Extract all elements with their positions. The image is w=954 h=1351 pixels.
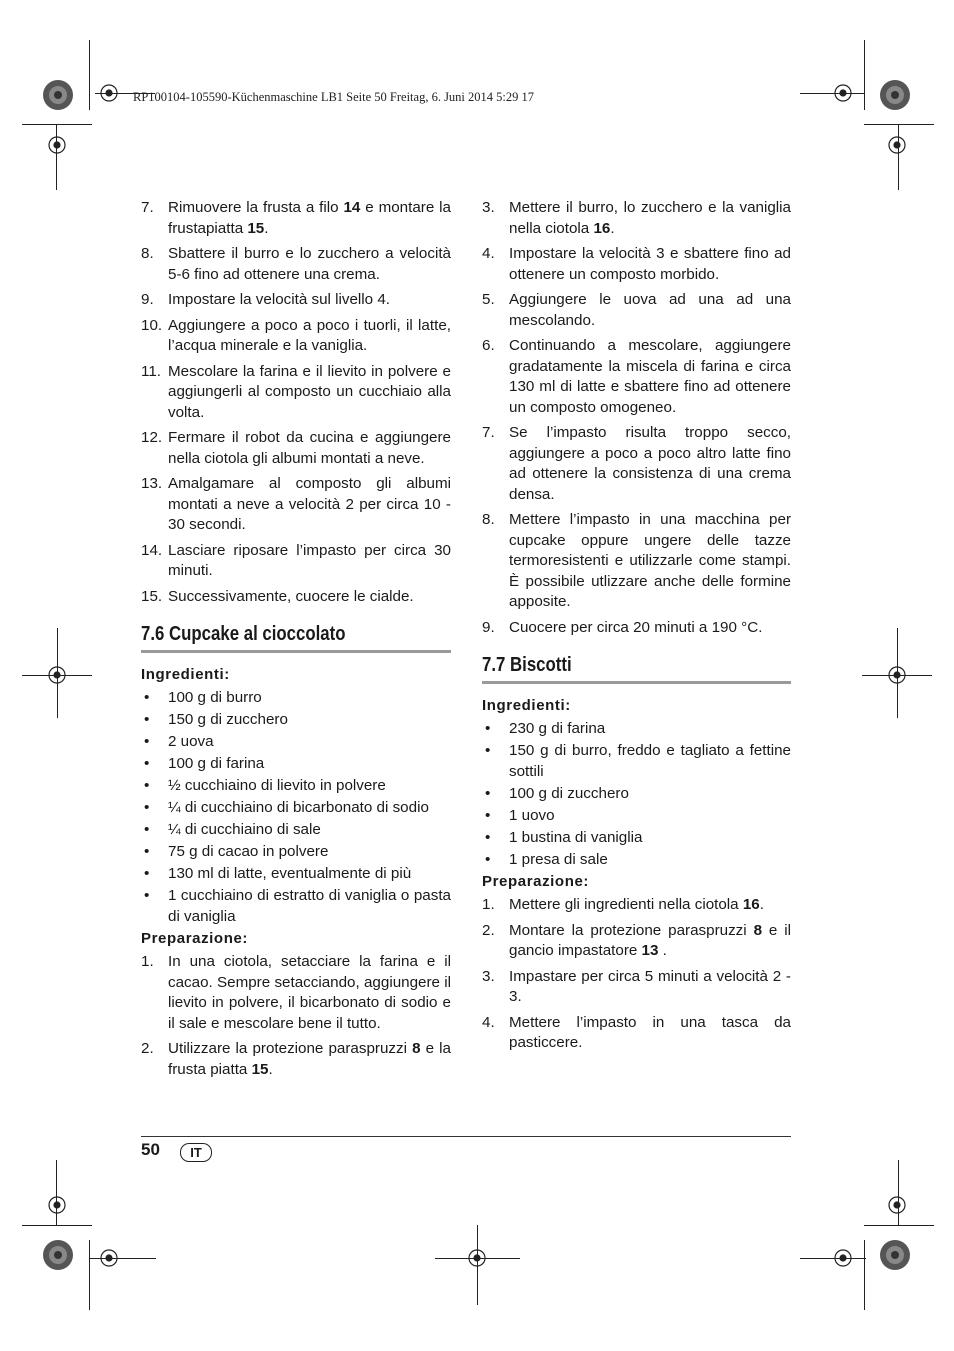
part-reference-number: 16 <box>593 219 611 237</box>
ingredient-text: 1 cucchiaino di estratto di vaniglia o pasta di vaniglia <box>168 887 451 925</box>
step-text-fragment: Mescolare la farina e il lievito in polvere e aggiungerli al composto un cucchiaio alla volta. <box>168 362 451 421</box>
step-number: 2. <box>141 1040 154 1057</box>
bullet-icon: • <box>485 806 491 824</box>
step-item <box>141 541 451 582</box>
language-badge: IT <box>180 1143 212 1162</box>
ingredient-text: 1 uovo <box>509 806 555 824</box>
step-item <box>482 423 791 505</box>
page-number: 50 <box>141 1140 160 1159</box>
ingredient-text: ¼ di cucchiaino di bicarbonato di sodio <box>168 799 429 816</box>
step-number: 6. <box>482 337 495 354</box>
step-text-fragment: . <box>658 942 667 959</box>
step-text-fragment: Rimuovere la frusta a filo <box>168 199 344 216</box>
step-text-fragment: e il gancio impastatore <box>509 921 792 959</box>
step-text <box>509 244 791 285</box>
bullet-icon: • <box>144 777 150 794</box>
section-title-cupcake: 7.6 Cupcake al cioccolato <box>141 623 346 645</box>
ingredient-text: 100 g di burro <box>168 689 262 706</box>
step-text <box>168 362 451 424</box>
step-text-fragment: Mettere il burro, lo zucchero e la vaniglia nella ciotola <box>509 199 791 237</box>
step-item <box>141 290 451 311</box>
step-text <box>168 587 451 608</box>
step-text <box>168 244 451 285</box>
part-reference-number: 8 <box>412 1040 421 1057</box>
section-heading-biscotti <box>482 654 791 684</box>
ingredient-item <box>141 798 451 819</box>
step-text <box>168 952 451 1034</box>
step-item <box>141 362 451 424</box>
step-number: 12. <box>141 429 163 446</box>
ingredient-item <box>141 842 451 863</box>
step-text <box>509 618 791 639</box>
step-text <box>509 1013 791 1054</box>
step-item <box>482 921 791 962</box>
step-item <box>141 474 451 536</box>
step-item <box>482 895 791 916</box>
part-reference-number: 15 <box>247 219 265 237</box>
ingredient-text: 2 uova <box>168 733 214 750</box>
bullet-icon: • <box>144 799 150 816</box>
step-text-fragment: Montare la protezione paraspruzzi <box>509 921 754 939</box>
step-text <box>168 541 451 582</box>
biscotti-steps <box>482 895 791 1054</box>
ingredient-text: 75 g di cacao in polvere <box>168 843 329 860</box>
step-number: 5. <box>482 291 495 308</box>
step-number: 2. <box>482 921 495 939</box>
ingredient-item <box>482 784 791 805</box>
ingredient-item <box>141 776 451 797</box>
step-text-fragment: Amalgamare al composto gli albumi montati a neve a velocità 2 per circa 10 - 30 secondi. <box>168 475 451 533</box>
ingredient-item <box>141 754 451 775</box>
ingredient-text: 150 g di burro, freddo e tagliato a fettine sottili <box>509 742 791 780</box>
step-text-fragment: Se l’impasto risulta troppo secco, aggiungere a poco a poco altro latte fino ad ottenere la consistenza di una crema densa. <box>509 424 791 503</box>
ingredient-text: 230 g di farina <box>509 720 606 737</box>
ingredient-item <box>482 719 791 740</box>
ingredient-item <box>482 741 791 782</box>
bullet-icon: • <box>144 843 150 860</box>
step-item <box>141 1039 451 1080</box>
step-item <box>482 510 791 613</box>
part-reference-number: 15 <box>251 1060 269 1078</box>
cupcake-prep-label: Preparazione: <box>141 930 248 947</box>
ingredient-text: ½ cucchiaino di lievito in polvere <box>168 777 386 794</box>
step-number: 9. <box>482 618 495 636</box>
step-text-fragment: Impostare la velocità 3 e sbattere fino ad ottenere un composto morbido. <box>509 245 791 283</box>
ingredient-text: 130 ml di latte, eventualmente di più <box>168 865 412 882</box>
part-reference-number: 8 <box>753 921 763 939</box>
biscotti-ingredients-list <box>482 719 791 870</box>
cupcake-steps-left <box>141 952 451 1080</box>
step-text <box>509 423 791 505</box>
step-text <box>509 510 791 613</box>
step-number: 1. <box>141 953 154 970</box>
step-number: 1. <box>482 896 495 913</box>
step-text-fragment: Sbattere il burro e lo zucchero a velocità 5-6 fino ad ottenere una crema. <box>168 245 451 283</box>
ingredient-item <box>482 850 791 871</box>
step-text-fragment: Impostare la velocità sul livello 4. <box>168 291 391 308</box>
step-number: 7. <box>482 424 495 441</box>
bullet-icon: • <box>485 720 491 737</box>
step-number: 9. <box>141 291 154 308</box>
ingredient-item <box>482 806 791 827</box>
cupcake-ingredients-label: Ingredienti: <box>141 666 230 683</box>
step-number: 14. <box>141 541 163 559</box>
step-item <box>141 244 451 285</box>
step-text <box>168 1039 451 1080</box>
biscotti-ingredients-label: Ingredienti: <box>482 697 571 714</box>
step-item <box>141 428 451 469</box>
ingredient-text: 100 g di farina <box>168 755 265 772</box>
step-text-fragment: Continuando a mescolare, aggiungere gradatamente la miscela di farina e circa 130 ml di latte e sbattere fino ad ottenere un composto omogeneo. <box>509 337 791 416</box>
step-item <box>141 952 451 1034</box>
step-text-fragment: Mettere l’impasto in una tasca da pasticcere. <box>509 1013 791 1051</box>
bullet-icon: • <box>485 784 491 802</box>
ingredient-item <box>141 732 451 753</box>
ingredient-text: 1 presa di sale <box>509 850 608 868</box>
bullet-icon: • <box>144 755 150 772</box>
bullet-icon: • <box>144 821 150 838</box>
step-text <box>509 921 791 962</box>
ingredient-item <box>141 710 451 731</box>
step-number: 8. <box>482 511 495 528</box>
step-number: 3. <box>482 967 495 985</box>
right-column <box>482 198 791 1059</box>
part-reference-number: 16 <box>742 896 760 913</box>
step-text <box>509 198 791 239</box>
step-text <box>168 428 451 469</box>
step-number: 8. <box>141 245 154 262</box>
cupcake-steps-right <box>482 198 791 638</box>
biscotti-prep-label: Preparazione: <box>482 873 589 890</box>
step-text-fragment: Impastare per circa 5 minuti a velocità 2 - 3. <box>509 967 791 1005</box>
step-text-fragment: Cuocere per circa 20 minuti a 190 °C. <box>509 618 763 636</box>
step-item <box>482 244 791 285</box>
bullet-icon: • <box>144 865 150 882</box>
ingredient-item <box>482 828 791 849</box>
footer-rule <box>141 1136 791 1137</box>
step-number: 10. <box>141 316 163 334</box>
section-heading-cupcake <box>141 623 451 653</box>
bullet-icon: • <box>144 887 150 904</box>
step-item <box>482 618 791 639</box>
step-text-fragment: Aggiungere le uova ad una ad una mescolando. <box>509 291 791 329</box>
step-item <box>482 198 791 239</box>
step-text-fragment: Mettere l’impasto in una macchina per cupcake oppure ungere delle tazze termoresistenti e utilizzarle come stampi. È possibile utlizzare anche delle formine apposite. <box>509 511 791 610</box>
bullet-icon: • <box>144 711 150 728</box>
step-text-fragment: e montare la frustapiatta <box>168 199 451 237</box>
step-text <box>509 290 791 331</box>
step-number: 13. <box>141 475 163 492</box>
step-text-fragment: In una ciotola, setacciare la farina e il cacao. Sempre setacciando, aggiungere il lievito in polvere, il bicarbonato di sodio e il sale e mescolare bene il tutto. <box>168 953 451 1032</box>
step-text-fragment: Mettere gli ingredienti nella ciotola <box>509 896 743 913</box>
step-text <box>168 290 451 311</box>
step-number: 11. <box>141 362 161 380</box>
step-text <box>168 198 451 239</box>
step-item <box>482 967 791 1008</box>
step-text-fragment: Aggiungere a poco a poco i tuorli, il latte, l’acqua minerale e la vaniglia. <box>168 316 451 354</box>
step-item <box>482 336 791 418</box>
step-item <box>141 198 451 239</box>
ingredient-item <box>141 688 451 709</box>
left-column <box>141 198 451 1085</box>
print-header: RP100104-105590-Küchenmaschine LB1 Seite 50 Freitag, 6. Juni 2014 5:29 17 <box>133 90 535 104</box>
bullet-icon: • <box>485 828 491 846</box>
left-steps-list <box>141 198 451 607</box>
step-text <box>168 474 451 536</box>
part-reference-number: 13 <box>641 942 659 959</box>
step-text-fragment: . <box>610 219 615 237</box>
step-text <box>509 895 791 916</box>
step-number: 4. <box>482 245 495 262</box>
ingredient-text: 150 g di zucchero <box>168 711 288 728</box>
ingredient-item <box>141 820 451 841</box>
step-text <box>509 967 791 1008</box>
step-text <box>168 316 451 357</box>
step-number: 3. <box>482 199 495 216</box>
step-item <box>141 316 451 357</box>
bullet-icon: • <box>144 689 150 706</box>
step-text-fragment: . <box>268 1060 273 1078</box>
step-text-fragment: . <box>264 219 269 237</box>
step-number: 7. <box>141 199 154 216</box>
part-reference-number: 14 <box>343 199 361 216</box>
step-text-fragment: Fermare il robot da cucina e aggiungere nella ciotola gli albumi montati a neve. <box>168 429 451 467</box>
step-text-fragment: Successivamente, cuocere le cialde. <box>168 587 414 605</box>
step-text-fragment: Utilizzare la protezione paraspruzzi <box>168 1040 413 1057</box>
step-item <box>482 1013 791 1054</box>
step-item <box>141 587 451 608</box>
ingredient-item <box>141 886 451 927</box>
ingredient-text: 100 g di zucchero <box>509 784 629 802</box>
ingredient-text: ¼ di cucchiaino di sale <box>168 821 321 838</box>
ingredient-item <box>141 864 451 885</box>
ingredient-text: 1 bustina di vaniglia <box>509 828 643 846</box>
section-title-biscotti: 7.7 Biscotti <box>482 654 572 676</box>
bullet-icon: • <box>485 850 491 868</box>
bullet-icon: • <box>485 742 491 759</box>
bullet-icon: • <box>144 733 150 750</box>
step-text <box>509 336 791 418</box>
step-item <box>482 290 791 331</box>
step-text-fragment: Lasciare riposare l’impasto per circa 30 minuti. <box>168 541 451 579</box>
step-number: 15. <box>141 587 163 605</box>
step-number: 4. <box>482 1013 495 1031</box>
step-text-fragment: . <box>759 896 764 913</box>
cupcake-ingredients-list <box>141 688 451 927</box>
step-text-fragment: e la frusta piatta <box>168 1040 451 1078</box>
